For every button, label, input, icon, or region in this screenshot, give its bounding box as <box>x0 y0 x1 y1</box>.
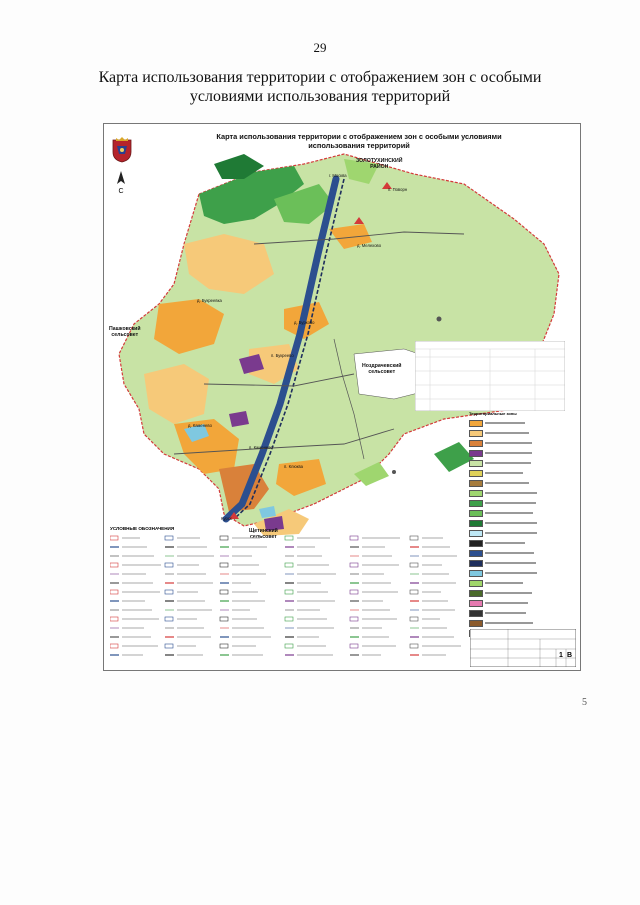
legend-text-placeholder <box>485 562 536 563</box>
legend-symbol <box>110 590 118 594</box>
legend-row <box>469 468 574 478</box>
settlement-info-table <box>415 341 565 411</box>
legend-swatch <box>469 490 483 497</box>
legend-swatch <box>469 580 483 587</box>
legend-symbol <box>410 644 418 648</box>
legend-symbol <box>410 617 418 621</box>
legend-text-placeholder <box>485 512 533 513</box>
legend-row <box>469 558 574 568</box>
legend-swatch <box>469 590 483 597</box>
legend-row <box>469 418 574 428</box>
legend-row <box>469 588 574 598</box>
district-label: Щетинский сельсовет <box>249 528 278 540</box>
legend-symbol <box>165 644 173 648</box>
legend-text-placeholder <box>485 422 525 423</box>
document-title: Карта использования территории с отображением зон с особыми условиями использования территорий <box>98 69 542 105</box>
legend-text-placeholder <box>485 552 534 553</box>
place-label: д. Каменево <box>188 423 212 428</box>
legend-swatch <box>469 500 483 507</box>
legend-row <box>469 438 574 448</box>
legend-row <box>469 538 574 548</box>
legend-text-placeholder <box>485 482 529 483</box>
place-label: п. Букреево <box>271 353 294 358</box>
legend-swatch <box>469 530 483 537</box>
legend-swatch <box>469 520 483 527</box>
place-label: п. Клюква <box>284 464 303 469</box>
legend-swatch <box>469 620 483 627</box>
district-label: Пашковский сельсовет <box>109 326 141 338</box>
place-label: д. Букреевка <box>197 298 222 303</box>
legend-symbol <box>110 617 118 621</box>
legend-symbol <box>220 617 228 621</box>
place-label: п. Каменево <box>249 445 273 450</box>
legend-symbol <box>285 590 293 594</box>
legend-symbol <box>110 644 118 648</box>
legend-text-placeholder <box>485 602 528 603</box>
legend-symbol <box>285 536 293 540</box>
district-label: Ноздрачевский сельсовет <box>362 363 402 375</box>
edge-mark: 5 <box>582 697 587 708</box>
legend-symbol <box>165 617 173 621</box>
legend-row <box>469 618 574 628</box>
place-label: Курск <box>221 516 232 521</box>
legend-symbol <box>410 536 418 540</box>
legend-text-placeholder <box>485 622 533 623</box>
legend-text-placeholder <box>485 472 523 473</box>
legend-row <box>469 508 574 518</box>
legend-text-placeholder <box>485 542 525 543</box>
legend-symbol <box>350 617 358 621</box>
legend-symbol <box>285 617 293 621</box>
legend-row <box>469 598 574 608</box>
legend-swatch-list <box>469 418 574 638</box>
legend-symbol <box>350 644 358 648</box>
place-label: г. Москва <box>329 173 347 178</box>
legend-row <box>469 498 574 508</box>
place-label: д. Мелехово <box>357 243 382 248</box>
legend-text-placeholder <box>485 502 536 503</box>
legend-swatch <box>469 420 483 427</box>
legend-symbol <box>285 644 293 648</box>
legend-swatch <box>469 540 483 547</box>
legend-text-placeholder <box>485 582 523 583</box>
legend-row <box>469 548 574 558</box>
legend-text-placeholder <box>485 612 526 613</box>
legend-symbol <box>220 590 228 594</box>
stamp-format: В <box>567 652 573 659</box>
legend-text-placeholder <box>485 522 537 523</box>
legend-text-placeholder <box>485 492 537 493</box>
legend-symbol <box>220 563 228 567</box>
map-sheet <box>103 123 581 671</box>
legend-symbols <box>110 534 465 669</box>
page-number: 29 <box>313 40 327 55</box>
legend-row <box>469 608 574 618</box>
legend-swatch <box>469 440 483 447</box>
map-title: Карта использования территории с отображением зон с особыми условиями использования территорий <box>216 132 502 150</box>
legend-symbol <box>350 590 358 594</box>
legend-symbol <box>410 590 418 594</box>
stamp-sheet-number: 1 <box>559 652 563 659</box>
legend-swatch <box>469 570 483 577</box>
legend-row <box>469 488 574 498</box>
legend-row <box>469 458 574 468</box>
territorial-zones-legend <box>469 411 574 638</box>
legend-row <box>469 578 574 588</box>
legend-swatch <box>469 470 483 477</box>
title-block-stamp <box>470 629 576 667</box>
legend-row <box>469 428 574 438</box>
legend-row <box>469 518 574 528</box>
legend-row <box>469 478 574 488</box>
legend-swatch <box>469 450 483 457</box>
legend-symbol <box>220 536 228 540</box>
legend-row <box>469 568 574 578</box>
legend-text-placeholder <box>485 532 537 533</box>
legend-swatch <box>469 430 483 437</box>
place-label: д. Бурково <box>294 320 315 325</box>
legend-swatch <box>469 460 483 467</box>
legend-symbol <box>165 536 173 540</box>
legend-text-placeholder <box>485 592 532 593</box>
legend-swatch <box>469 560 483 567</box>
legend-symbol <box>220 644 228 648</box>
legend-row <box>469 528 574 538</box>
legend-symbol <box>410 563 418 567</box>
legend-swatch <box>469 550 483 557</box>
main-legend-heading: УСЛОВНЫЕ ОБОЗНАЧЕНИЯ <box>110 526 175 531</box>
legend-symbol <box>350 536 358 540</box>
legend-swatch <box>469 610 483 617</box>
power-substation-marker <box>392 470 396 474</box>
legend-swatch <box>469 600 483 607</box>
legend-text-placeholder <box>485 572 537 573</box>
legend-heading: Территориальные зоны <box>469 411 517 416</box>
legend-symbol <box>110 563 118 567</box>
district-label: ЗОЛОТУХИНСКИЙ РАЙОН <box>356 158 403 170</box>
legend-symbol <box>165 563 173 567</box>
legend-swatch <box>469 480 483 487</box>
legend-symbol <box>350 563 358 567</box>
legend-symbol <box>285 563 293 567</box>
legend-symbol <box>110 536 118 540</box>
forest-zone <box>434 442 474 472</box>
legend-text-placeholder <box>485 452 532 453</box>
north-arrow-label: С <box>118 188 124 195</box>
power-substation-marker <box>437 317 442 322</box>
legend-text-placeholder <box>485 442 532 443</box>
legend-text-placeholder <box>485 432 529 433</box>
legend-symbol <box>165 590 173 594</box>
legend-row <box>469 448 574 458</box>
legend-swatch <box>469 510 483 517</box>
place-label: п. Поворн <box>388 187 408 192</box>
legend-text-placeholder <box>485 462 531 463</box>
